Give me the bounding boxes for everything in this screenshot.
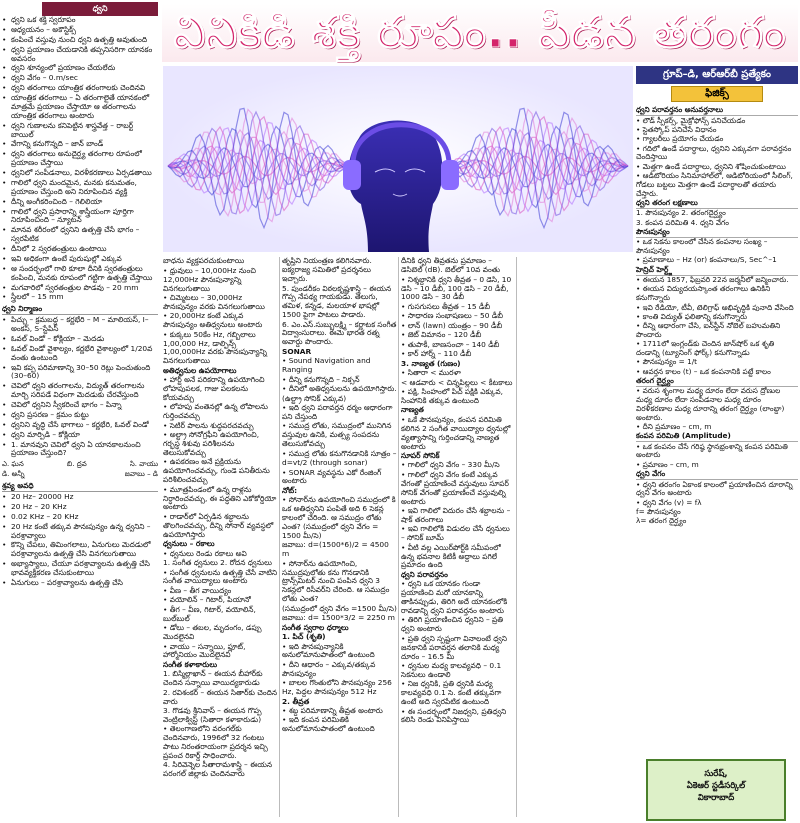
list-item bbox=[2, 150, 158, 169]
text-line: • ఈయన 1857, ఫిబ్రవరి 22న జర్మనీలో జన్మించారు. bbox=[636, 275, 789, 285]
bullet-icon: • bbox=[2, 429, 7, 439]
text-line: • ఒక సెకను కాలంలో చేసిన కంపనాల సంఖ్య – పౌనఃపున్యం bbox=[636, 237, 768, 256]
exam-banner: గ్రూప్–డి, ఆర్ఆర్‌బీ ప్రత్యేకం bbox=[636, 66, 798, 84]
bullet-icon: • bbox=[2, 244, 7, 254]
list-item-text: ఏనుగులు – పరశ్రావ్యాలను ఉత్పత్తి చేసి bbox=[11, 577, 123, 587]
text-line: • సంగీత ధ్వనులను ఉత్పత్తి చేసే వాటిని సంగీత వాయిద్యాలు అంటారు bbox=[163, 567, 278, 586]
text-line: • వరుస శృంగాల మధ్య దూరం లేదా వరుస ద్రోణుల మధ్య దూరం లేదా సంపీడనాల మధ్య దూరం విరళీకరణాల మధ్య దూరాన్ని తరంగ దైర్ఘ్యం (లాంబ్డా) అంటారు. bbox=[636, 386, 785, 422]
text-line: 3. గొడవు శ్రీనివాస్ – ఈయన గొప్ప వెంట్రిలాక్విస్ట్ (సితారా కళాకారుడు) bbox=[163, 706, 262, 724]
text-line: • పౌనఃపున్యం = 1/t bbox=[636, 357, 698, 367]
bullet-icon: • bbox=[2, 120, 7, 130]
left-structure-list bbox=[2, 316, 158, 459]
left-subheading-structure: ధ్వని నిర్మాణం bbox=[2, 303, 158, 315]
section-heading: ధ్వని తరంగ లక్షణాలు bbox=[636, 199, 798, 209]
text-line: • ప్రమాణం – cm, m bbox=[636, 459, 699, 469]
headline-banner bbox=[162, 4, 798, 62]
list-item bbox=[2, 440, 158, 459]
text-line: • ఆవర్తన కాలం (t) – ఒక కంపనానికి పట్టే కాలం bbox=[636, 366, 771, 376]
list-item bbox=[2, 344, 158, 363]
bullet-icon: • bbox=[2, 83, 7, 93]
text-line: • ప్రమాణాలు – Hz (or) కంపనాలు/S, Sec^–1 bbox=[636, 255, 777, 265]
text-line: • దీన్ని ఆధారంగా చేసి, ఐన్‌స్టీన్ నోబెల్ బహుమతిని పొందారు bbox=[636, 321, 781, 339]
bullet-icon: • bbox=[2, 63, 7, 73]
bullet-icon: • bbox=[2, 253, 7, 263]
text-line: • ఇది కంపన పరిమితికి అనులోమానుపాతంలో ఉంటుంది bbox=[282, 715, 375, 734]
list-item bbox=[2, 293, 158, 303]
left-sidebar-column bbox=[2, 2, 158, 820]
text-line: • ధ్వనులు రెండు రకాలు అవి bbox=[163, 548, 247, 558]
list-item-text: ధ్వని మార్పిడి – కోక్లియా bbox=[11, 429, 80, 439]
section-heading: తరంగ దైర్ఘ్యం bbox=[636, 377, 798, 387]
option-a: ఎ. ఘన bbox=[2, 459, 24, 468]
section-heading: నాణ్యత bbox=[401, 405, 424, 415]
list-item-text: చెవిలో ధ్వని తరంగాలను, విద్యుత్ తరంగాలను మార్చి సరిపడే విధంగా మెదడుకు చేరవేస్తుంది bbox=[11, 381, 145, 400]
text-line: • ఒకే పౌనఃపున్యం, కంపన పరిమితి కలిగిన 2 సంగీత వాయిద్యాల ధ్వనుల్లో వ్యత్యాసాన్ని గుర్తించడాన్ని నాణ్యత అంటారు bbox=[401, 414, 511, 451]
text-line: • ధ్వని తరంగం ఏకాంక కాలంలో ప్రయాణించిన దూరాన్ని ధ్వని వేగం అంటారు bbox=[636, 479, 793, 498]
list-item-text: ధ్వని తరంగాలు యాంత్రిక తరంగాలకు చెందినవి bbox=[11, 83, 146, 93]
text-line: బాధను వ్యక్తపరచుకుంటాయి bbox=[163, 257, 245, 266]
list-item-text: గాలిలో ధ్వని ప్రసారాన్ని శాస్త్రీయంగా పూర్తిగా నిరూపించింది – న్యూటన్ bbox=[11, 206, 134, 225]
text-line: • దీన్ని కనుగొన్నది – నిక్సన్ bbox=[282, 374, 360, 384]
list-item bbox=[2, 121, 158, 140]
list-item bbox=[2, 334, 158, 344]
text-line: • ప్రతి ధ్వని స్పష్టంగా వినాలంటే ధ్వని జనకానికి పరావర్తన తలానికి మధ్య దూరం – 16.5 మీ bbox=[401, 633, 507, 661]
text-line: 1. సంగీత ధ్వనులు 2. రోదన ధ్వనులు bbox=[163, 558, 272, 568]
text-line: • శబ్ద పరిమాణాన్ని తీవ్రత అంటారు bbox=[282, 706, 383, 716]
list-item bbox=[2, 16, 158, 26]
text-line: • సాధారణ సంభాషణలు – 50 డీబీ bbox=[401, 311, 503, 321]
list-item-text: అభ్యాస్యాలు, చేయూ పరశ్రావ్యాలను ఉత్పత్తి చేసి భావవ్యక్తీకరణ చేసుకుంటాయి bbox=[11, 559, 150, 577]
text-line: d=vt/2 (through sonar) bbox=[282, 458, 368, 468]
text-line: • లౌడ్ స్పీకర్స్, మైక్రోఫోన్స్ పనిచేయడం bbox=[636, 115, 746, 125]
list-item-text: ధ్వని గుణాలను కనిపెట్టిన శాస్త్రవేత్త – రాబర్ట్ బాయిల్ bbox=[11, 120, 134, 139]
text-line: • నిజ ధ్వనికి, ప్రతి ధ్వనికి మధ్య కాలవ్యవధి 0.1 సె. కంటే తక్కువగా ఉంటే అది స్వరపేటిక ఉంటుంది bbox=[401, 679, 502, 707]
list-item-text: 1. మానవుని చెవిలో ధ్వని ఏ యానకాలనుంచి ప్రయాణం చేస్తుంది? bbox=[11, 439, 141, 458]
section-heading: 3. నాణ్యత (గుణం) bbox=[401, 358, 461, 368]
text-line: • మెత్తగా ఉండే పదార్థాలు, ధ్వనిని శోషించుకుంటాయి bbox=[636, 161, 786, 171]
bullet-icon: • bbox=[2, 492, 7, 501]
list-item bbox=[2, 560, 158, 579]
section-heading: ధ్వని వేగం bbox=[636, 470, 798, 480]
list-item bbox=[2, 502, 158, 512]
text-line: • ఇది పౌనఃపున్యానికి అనులోమానుపాతంలో ఉంటుంది bbox=[282, 641, 375, 660]
list-item bbox=[2, 264, 158, 283]
bullet-icon: • bbox=[2, 362, 7, 372]
bullet-icon: • bbox=[2, 282, 7, 292]
option-d: డి. అన్నీ bbox=[2, 470, 25, 479]
list-item bbox=[2, 178, 158, 197]
headline-title: వినికిడి శక్తి రూపం.. పీడన తరంగం bbox=[173, 6, 787, 58]
text-line: • తీగ – వీణ, గిటార్, వయోలిన్, బుల్‌బుల్ bbox=[163, 604, 256, 623]
text-line: • డోలు – తబల, మృదంగం, డప్పు మొదలైనవి bbox=[163, 623, 262, 642]
text-line: • కాంతి విద్యుత్ ఫలితాన్ని కనుగొన్నారు bbox=[636, 311, 748, 321]
text-line: • తిరిగి ప్రయాణించిన ధ్వనిని – ప్రతి ధ్వని అంటారు bbox=[401, 615, 504, 634]
text-line: • కార్ హార్న్ – 110 డీబీ bbox=[401, 349, 472, 359]
text-line: < ఆడవారు < చిన్నపిల్లలు < కీటకాలు bbox=[401, 377, 513, 387]
text-line: • ఇవి గాలిలో విదురం చేసే శబ్దాలను – షాక్ తరంగాలు bbox=[401, 506, 511, 524]
bullet-icon: • bbox=[2, 577, 7, 587]
list-item-text: ధ్వనిలో సంపీడనాలు, విరళీకరణాలు ఏర్పడతాయి bbox=[11, 168, 152, 178]
list-item-text: ఓవల్ విండో – కోక్లియా – మెదడు bbox=[11, 333, 105, 343]
column-divider bbox=[516, 257, 517, 817]
question-answer bbox=[2, 469, 158, 479]
list-item-text: ఇవి కప్ప పరిమాణాన్ని 30–50 రెట్లు పెంచుతుంది (30–60) bbox=[11, 362, 151, 381]
text-line: • గుసగుసలు తీవ్రత – 15 డీబీ bbox=[401, 301, 491, 311]
list-item bbox=[2, 430, 158, 440]
text-line: • గదిలో ఉండే పదార్థాలు, ధ్వనిని ఎక్కువగా పరావర్తనం చెందిస్తాయి bbox=[636, 143, 792, 162]
text-line: 1. బిస్మిల్లాఖాన్ – ఈయన బీహార్‌కు చెందిన సన్నాయి వాయిద్యకారుడు bbox=[163, 669, 263, 688]
list-item-text: ఆ సందర్భంలో గాలి కూలా దీనికి స్వరతంత్రులు కంపించి, మనకు రూపంలో గట్టిగా ఉత్పత్తి చేస్తాయి bbox=[11, 263, 153, 282]
list-item-text: ధ్వని ప్రసరణ – క్రమం కుట్టు bbox=[11, 409, 89, 419]
author-place: వికారాబాద్ bbox=[697, 792, 735, 803]
list-item bbox=[2, 245, 158, 255]
bullet-icon: • bbox=[2, 521, 7, 531]
text-line: • ధ్రువులు – 10,000Hz నుంచి 12,000Hz పౌనఃపున్యాన్ని వినగలుగుతాయి bbox=[163, 265, 256, 293]
article-column-3 bbox=[401, 257, 515, 821]
list-item-text: 20 Hz కంటే తక్కువ పౌనఃపున్యం ఉన్న ధ్వనిని – పరశ్రావ్యాలు bbox=[11, 521, 151, 540]
bullet-icon: • bbox=[2, 93, 7, 103]
text-line: • ఈ సందర్భంలో నిజధ్వని, ప్రతిధ్వని కలిసి రెండు వినిపిస్తాయి bbox=[401, 706, 507, 725]
text-line: జవాబు: d=(1500*6)/2 = 4500 m bbox=[282, 540, 389, 559]
subject-label: ఫిజిక్స్ bbox=[671, 86, 763, 102]
head-with-waves-image bbox=[163, 66, 633, 252]
text-line: 5. పుండరీకం విఠలకృష్ణశాస్త్రి – ఈయన గొప్ప నేపథ్య గాయకుడు. తెలుగు, తమిళ, కన్నడ, మలయాళ భాషల్లో 1500 పైగా పాటలు పాడారు. bbox=[282, 283, 392, 320]
text-line: • సెటిర్ పాలను శుద్ధపరచవచ్చు bbox=[163, 420, 254, 430]
text-line: • వాయు – సన్నాయి, ఫ్లూట్, హార్మోనియం మొదలైనవి bbox=[163, 641, 246, 660]
text-line: • సోనార్‌ను ఉపయోగించి, సముద్రపులోతు కను గొనడానికి ట్రాన్స్‌మిటర్ నుంచి పంపిన ధ్వని 3 సెకన్లలో రిసీవర్‌ని చేరింది. ఆ సముద్రం లోతు ఎంత? bbox=[282, 558, 390, 604]
text-line: తృప్తిని నియంత్రణ కలిగినవారు. ఐక్యరాజ్య సమితిలో ప్రదర్శనలు ఇచ్చారు. bbox=[282, 257, 372, 284]
section-heading: సూపర్ సోనిక్ bbox=[401, 450, 440, 460]
bullet-icon: • bbox=[2, 168, 7, 178]
list-item bbox=[2, 493, 158, 503]
left-frequency-list bbox=[2, 493, 158, 589]
author-name: సురేష్, bbox=[704, 769, 728, 779]
bullet-icon: • bbox=[2, 343, 7, 353]
list-item bbox=[2, 169, 158, 179]
list-item-text: ధ్వని తరంగాలు అనుదైర్ఘ్య తరంగాల రూపంలో ప్రయాణం చేస్తాయి bbox=[11, 149, 142, 168]
list-item-text: ఆధ్యయనం – అకౌస్టిక్స్ bbox=[11, 24, 77, 34]
list-item-text: స్త్రీలలో – 15 mm bbox=[11, 292, 64, 302]
article-column-1 bbox=[163, 257, 278, 821]
text-line: • కుక్కలు 50కేం Hz, గబ్బిలాలు 1,00,000 Hz, డాల్ఫిన్స్ 1,00,000Hz వరకు పౌనఃపున్యాన్ని వినగలుగుతాయి bbox=[163, 329, 267, 366]
column-divider bbox=[279, 257, 280, 817]
text-line: (ఉల్ట్రా సోనిక్ ఎక్కువ) bbox=[282, 393, 347, 403]
bullet-icon: • bbox=[2, 139, 7, 149]
list-item bbox=[2, 226, 158, 245]
text-line: • ఈయన విద్యుదయస్కాంత తరంగాలు ఉనికిని కనుగొన్నారు bbox=[636, 284, 771, 303]
section-heading: ధ్వని పరావర్తనం అనువర్తనాలు bbox=[636, 106, 798, 116]
bullet-icon: • bbox=[2, 263, 7, 273]
text-line: • ఉపకరణం అనే ప్రక్రియను ఉపయోగించవచ్చు, గుండె పనితీరును పరిశీలించవచ్చు bbox=[163, 457, 270, 485]
bullet-icon: • bbox=[2, 333, 7, 343]
text-line: జవాబు: d= 1500*3/2 = 2250 m bbox=[282, 613, 395, 623]
section-heading: నోట్: bbox=[282, 485, 298, 495]
text-line: 3. కంపన పరిమితి 4. ధ్వని వేగం bbox=[636, 217, 729, 227]
list-item-text: ఇవి అధికంగా ఉంటే పురుషుల్లో ఎక్కువ bbox=[11, 253, 122, 263]
section-heading: అతిధ్వనుల ఉపయోగాలు bbox=[163, 365, 237, 375]
text-line: • ధ్వనుల మధ్య కాలవ్యవధి – 0.1 సెకనులు ఉండాలి bbox=[401, 661, 502, 679]
list-item-text: ధ్వని ఒక శక్తి స్వరూపం bbox=[11, 15, 76, 25]
bullet-icon: • bbox=[2, 501, 7, 511]
section-heading: పౌనఃపున్యం bbox=[636, 228, 798, 238]
list-item-text: గాలిలో ధ్వని మందమైన, మనకు కనుమతం, ప్రయాణం చేస్తుంది అని నిరూపించిన వ్యక్తి bbox=[11, 177, 137, 196]
bullet-icon: • bbox=[2, 559, 7, 569]
section-heading: హెన్రిచ్ హెర్ట్జ్ bbox=[636, 265, 798, 275]
section-heading: ధ్వనులు – రకాలు bbox=[163, 539, 215, 549]
text-line: • ఆడిటోరియం సినిమాహాల్‌లో, ఆడిటోరియంలో సీలింగ్, గోడలు బట్టలు మెత్తగా ఉండే పదార్థాలతో తయారు చేస్తారు. bbox=[636, 171, 793, 198]
bullet-icon: • bbox=[2, 292, 7, 302]
text-line: • గ్యాలరీలు ప్రయోగం చేయడం bbox=[636, 134, 724, 144]
section-heading: 2. తీవ్రత bbox=[282, 696, 310, 706]
section-heading: ధ్వని పరావర్తనం bbox=[401, 569, 448, 579]
list-item bbox=[2, 94, 158, 122]
text-line: • 20,000Hz కంటే ఎక్కువ పౌనఃపున్యం అతిధ్వనులు అంటారు bbox=[163, 311, 263, 330]
list-item bbox=[2, 25, 158, 35]
bullet-icon: • bbox=[2, 409, 7, 419]
text-line: • ఇవి రేడియో, టీవీ, టెలిగ్రాఫ్ అభివృద్ధికి పునాది వేసింది bbox=[636, 302, 794, 312]
text-line: • జెట్ విమానం – 120 డీబీ bbox=[401, 330, 482, 340]
text-line: • సముద్ర లోతు, సముద్రంలో మునిగిన వస్తువుల ఉనికి, మత్స్య సంపదను తెలుసుకోవచ్చు bbox=[282, 421, 392, 449]
list-item bbox=[2, 410, 158, 420]
section-tab: ధ్వని bbox=[42, 2, 158, 16]
text-line: • గాలిలో ధ్వని వేగం కంటే ఎక్కువ వేగంతో ప్రయాణించే వస్తువులు సూపర్ సోనిక్ వేగంతో ప్రయాణించే వస్తువుల్ని అంటారు bbox=[401, 469, 509, 506]
list-item bbox=[2, 401, 158, 411]
bullet-icon: • bbox=[2, 315, 7, 325]
bullet-icon: • bbox=[2, 439, 7, 449]
list-item-text: దీనిలో 2 స్వరతంత్రులు ఉంటాయి bbox=[11, 244, 107, 254]
list-item bbox=[2, 45, 158, 64]
sound-wave-illustration bbox=[163, 66, 633, 252]
bullet-icon: • bbox=[2, 73, 7, 83]
text-line: • ధ్వని వేగం (v) = fλ bbox=[636, 497, 702, 507]
text-line: • వీటి వల్ల ఎయిర్‌పోర్ట్‌కి సమీపంలో ఉన్న భవనాల కిటికీ అద్దాలు పగిలే ప్రమాదం ఉంది bbox=[401, 542, 501, 570]
text-line: • ధ్వని ఒక యానకం గుండా ప్రయాణించి మరో యానకాన్ని తాకినప్పుడు, తిరిగి అదే యానకంలోకి రావడాన్ని ధ్వని పరావర్తనం అంటారు bbox=[401, 579, 508, 616]
text-line: • మూత్రపిండంలో ఉన్న రాళ్లను నిర్ధారించవచ్చు, ఈ పద్ధతిని ఎకోకోర్డియో అంటారు bbox=[163, 484, 277, 512]
text-line: f= పౌనఃపున్యం bbox=[636, 506, 681, 516]
list-item-text: 0.02 KHz – 20 KHz bbox=[11, 511, 79, 521]
text-line: • లాన్‌ (lawn) యంత్రం – 90 డీబీ bbox=[401, 320, 503, 330]
list-item bbox=[2, 207, 158, 226]
text-line: • వీణ – తీగ వాయిద్యం bbox=[163, 585, 232, 595]
text-line: • సితారా < మురళా bbox=[401, 368, 461, 378]
text-line: దీనికి ధ్వని తీవ్రతను ప్రమాణం – డెసిబెల్ (dB). బెల్‌లో 10వ వంతు bbox=[401, 257, 501, 275]
list-item-text: చెవిలో ధ్వనిని స్వీకరించే భాగం – పిన్నా bbox=[11, 400, 122, 410]
list-item bbox=[2, 578, 158, 588]
bullet-icon: • bbox=[2, 44, 7, 54]
question-options bbox=[2, 459, 158, 469]
list-item-text: మానవ శరీరంలో ధ్వనిని ఉత్పత్తి చేసే భాగం – స్వరపేటిక bbox=[11, 225, 140, 244]
list-item bbox=[2, 541, 158, 560]
list-item bbox=[2, 522, 158, 541]
list-item bbox=[2, 420, 158, 430]
list-item-text: యాంత్రిక తరంగాలు – ఏ తరంగాలైతే యానకంలో మాత్రమే ప్రయాణం చేస్తాయో ఆ తరంగాలను యాంత్రిక తరంగాలు అంటారు bbox=[11, 93, 150, 120]
answer-label: జవాబు – డి bbox=[124, 470, 158, 479]
section-heading: కంపన పరిమితి (Amplitude) bbox=[636, 432, 798, 442]
list-item-text: ధ్వనిని వృద్ధి చేసే భాగాలు – కర్ణభేరి, ఓవల్ విండో bbox=[11, 419, 149, 429]
list-item-text: కంపించే వస్తువు నుంచి ధ్వని ఉత్పత్తి అవుతుంది bbox=[11, 34, 148, 44]
text-line: • పక్షి, సింహంలో పిచ్ పక్షికి ఎక్కువ, సింహానికి తక్కువ ఉంటుంది bbox=[401, 387, 503, 405]
list-item bbox=[2, 363, 158, 382]
bullet-icon: • bbox=[2, 419, 7, 429]
left-bullet-list bbox=[2, 16, 158, 303]
text-line: • చిమ్మెటలు – 30,000Hz పౌనఃపున్యం వరకు వినగలుగుతాయి bbox=[163, 292, 265, 311]
bullet-icon: • bbox=[2, 381, 7, 391]
list-item-text: దీన్ని అంగీకరించింది – గెలిలియా bbox=[11, 196, 103, 206]
bullet-icon: • bbox=[2, 149, 7, 159]
text-line: • దీనిలో అతిధ్వనులను ఉపయోగిస్తారు. bbox=[282, 384, 397, 394]
text-line: • 1711లో ఇంగ్లండ్‌కు చెందిన జాన్‌షోర్ ఒక శృతి దండాన్ని (ట్యూనింగ్ ఫోర్క్) కనుగొన్నాడు bbox=[636, 339, 775, 358]
article-column-2 bbox=[282, 257, 397, 821]
text-line: • బాలల గొంతులోని పౌనఃపున్యం 256 Hz, పెద్దల పౌనఃపున్యం 512 Hz bbox=[282, 678, 392, 697]
bullet-icon: • bbox=[2, 206, 7, 216]
bullet-icon: • bbox=[2, 196, 7, 206]
list-item bbox=[2, 382, 158, 401]
text-line: 1. పౌనఃపున్యం 2. తరంగదైర్ఘ్యం bbox=[636, 208, 726, 218]
text-line: 6. ఎం.ఎస్.సుబ్బులక్ష్మి – కర్ణాటక సంగీత విద్వాంసురాలు. ఈమె భారత రత్న అవార్డు పొందారు. bbox=[282, 319, 397, 347]
list-item bbox=[2, 316, 158, 335]
list-item bbox=[2, 35, 158, 45]
text-line: • సోనార్‌ను ఉపయోగించి సముద్రంలో కి ఒక అతిధ్వనిని పంపితే అది 6 సెకన్ల కాలంలో చేరింది. ఆ సముద్రం లోతు ఎంత? (సముద్రంలో ధ్వని వేగం = 1500 మీ/సె) bbox=[282, 495, 396, 540]
text-line: • హార్ట్ అనే పరికరాన్ని ఉపయోగించి లోహపుపలక, గాజు పలకలను కోయవచ్చు bbox=[163, 375, 265, 402]
list-item-text: పిచ్చు – క్రమబద్ధ – కర్ణభేరి – M – మాలియస్, I–అంకస్, S–స్టేపిస్ bbox=[11, 315, 149, 334]
text-line: (సముద్రంలో ధ్వని వేగం =1500 మీ/సె) bbox=[282, 603, 397, 613]
text-line: • దీని ఆధారం – ఎక్కువ/తక్కువ పౌనఃపున్యం bbox=[282, 659, 376, 678]
right-panel bbox=[636, 66, 798, 821]
text-line: • తెలంగాణలోని వరంగల్‌కు చెందినవారు, 1996లో 32 గంటలు పాటు నిరంతరాయంగా ప్రదర్శన ఇచ్చి ప్రపంచ రికార్డ్ సాధించారు. bbox=[163, 724, 268, 760]
list-item-text: ధ్వని ప్రయాణం చేయడానికి తప్పనిసరిగా యానకం అవసరం bbox=[11, 44, 153, 63]
bullet-icon: • bbox=[2, 24, 7, 34]
text-line: λ= తరంగ దైర్ఘ్యం bbox=[636, 516, 687, 526]
list-item bbox=[2, 512, 158, 522]
bullet-icon: • bbox=[2, 400, 7, 410]
text-line: • రాడార్‌లో ఏర్పడిన శబ్ధాలను తొలగించవచ్చు, దీన్ని సోనార్ వ్యవస్థలో ఉపయోగిస్తారు bbox=[163, 511, 274, 539]
section-heading: SONAR bbox=[282, 346, 312, 356]
list-item-text: వేగాన్ని కనుగొన్నది – జాన్ బాండ్ bbox=[11, 139, 104, 149]
section-heading: 1. పిచ్ (శృతి) bbox=[282, 632, 326, 642]
list-item bbox=[2, 254, 158, 264]
section-heading: సంగీత కళాకారులు bbox=[163, 659, 217, 669]
list-item-text: ధ్వని శూన్యంలో ప్రయాణం చేయలేదు bbox=[11, 63, 116, 73]
text-line: • ఇవి గాలిలోకి విడుదల చేసే ధ్వనులు – సోనిక్ బూమ్ bbox=[401, 524, 510, 543]
list-item-text: ఓవల్ విండో వైశాల్యం, కర్ణభేరి వైశాల్యంలో 1/20వ వంతు ఉంటుంది bbox=[11, 343, 153, 362]
author-box bbox=[646, 759, 786, 821]
text-line: • వయోలిన్ – గిటార్, పియానో bbox=[163, 595, 251, 605]
text-line: • అల్ట్రా సోనోగ్రఫీని ఉపయోగించి, గర్భస్థ శిశువు పరిశీలనను తెలుసుకోవచ్చు bbox=[163, 430, 260, 458]
column-divider bbox=[398, 257, 399, 817]
left-subheading-frequency: శ్రవ్య అవధి bbox=[2, 480, 158, 492]
bullet-icon: • bbox=[2, 540, 7, 550]
text-line: • దీని ప్రమాణం – cm, m bbox=[636, 422, 712, 432]
text-line: • స్టెతస్కోప్ పనిచేసే విధానం bbox=[636, 124, 717, 134]
list-item-text: ధ్వని వేగం – 0.m/sec bbox=[11, 73, 78, 83]
right-panel-body bbox=[636, 106, 798, 526]
text-line: • తుపాకీ, బాణసంచా – 140 డీబీ bbox=[401, 339, 500, 349]
text-line: • Sound Navigation and Ranging bbox=[282, 356, 371, 375]
section-heading: సంగీత స్వరాల ధర్మాలు bbox=[282, 622, 349, 632]
text-line: • లోహపు వంతెనల్లో ఉన్న లోపాలను గుర్తించవచ్చు bbox=[163, 402, 268, 421]
text-line: 4. సిరివెన్నెల సీతారామశాస్త్రి – ఈయన పరంగల్ జిల్లాకు చెందినవారు bbox=[163, 760, 273, 779]
option-b: బి. ద్రవ bbox=[66, 459, 87, 468]
bullet-icon: • bbox=[2, 225, 7, 235]
text-line: • నిశ్శబ్దానికి ధ్వని తీవ్రత – 0 డెసి, 10 డెసి – 10 డీబీ, 100 డెసి – 20 డీబీ, 1000 డెసి – 30 డీబీ bbox=[401, 274, 512, 302]
text-line: • ఇది ధ్వని పరావర్తన ధర్మం ఆధారంగా పని చేస్తుంది bbox=[282, 403, 393, 421]
list-item-text: 20 Hz– 20000 Hz bbox=[11, 492, 74, 501]
bullet-icon: • bbox=[2, 15, 7, 25]
bullet-icon: • bbox=[2, 34, 7, 44]
list-item bbox=[2, 197, 158, 207]
text-line: • ఒక కంపనం చేసే గరిష్ఠ స్థానభ్రంశాన్ని కంపన పరిమితి అంటారు bbox=[636, 441, 788, 460]
bullet-icon: • bbox=[2, 511, 7, 521]
option-c: సి. వాయు bbox=[129, 459, 158, 468]
list-item-text: మగవారిలో స్వరతంత్రుల పొడవు – 20 mm bbox=[11, 282, 139, 292]
list-item-text: కొన్ని చేపలు, తిమింగలాలు, ఏనుగులు మెదడులో పరశ్రావ్యాలను ఉత్పత్తి చేసి వినగలుగుతాయి bbox=[11, 540, 151, 559]
article-column-4 bbox=[519, 257, 633, 821]
text-line: 2. రవిశంకర్ – ఈయన సితార్‌కు చెందిన వారు bbox=[163, 687, 278, 706]
bullet-icon: • bbox=[2, 177, 7, 187]
text-line: • సముద్ర లోతు కనుగొనడానికి సూత్రం – bbox=[282, 448, 397, 458]
text-line: • గాలిలో ధ్వని వేగం – 330 మీ/సె bbox=[401, 460, 500, 470]
text-line: • SONAR వ్యవస్థను ఎకో రేంజింగ్ అంటారు bbox=[282, 467, 382, 486]
author-institute: ఏకెఆర్ స్టడీసర్కిల్ bbox=[686, 780, 746, 791]
list-item-text: 20 Hz – 20 KHz bbox=[11, 501, 67, 511]
